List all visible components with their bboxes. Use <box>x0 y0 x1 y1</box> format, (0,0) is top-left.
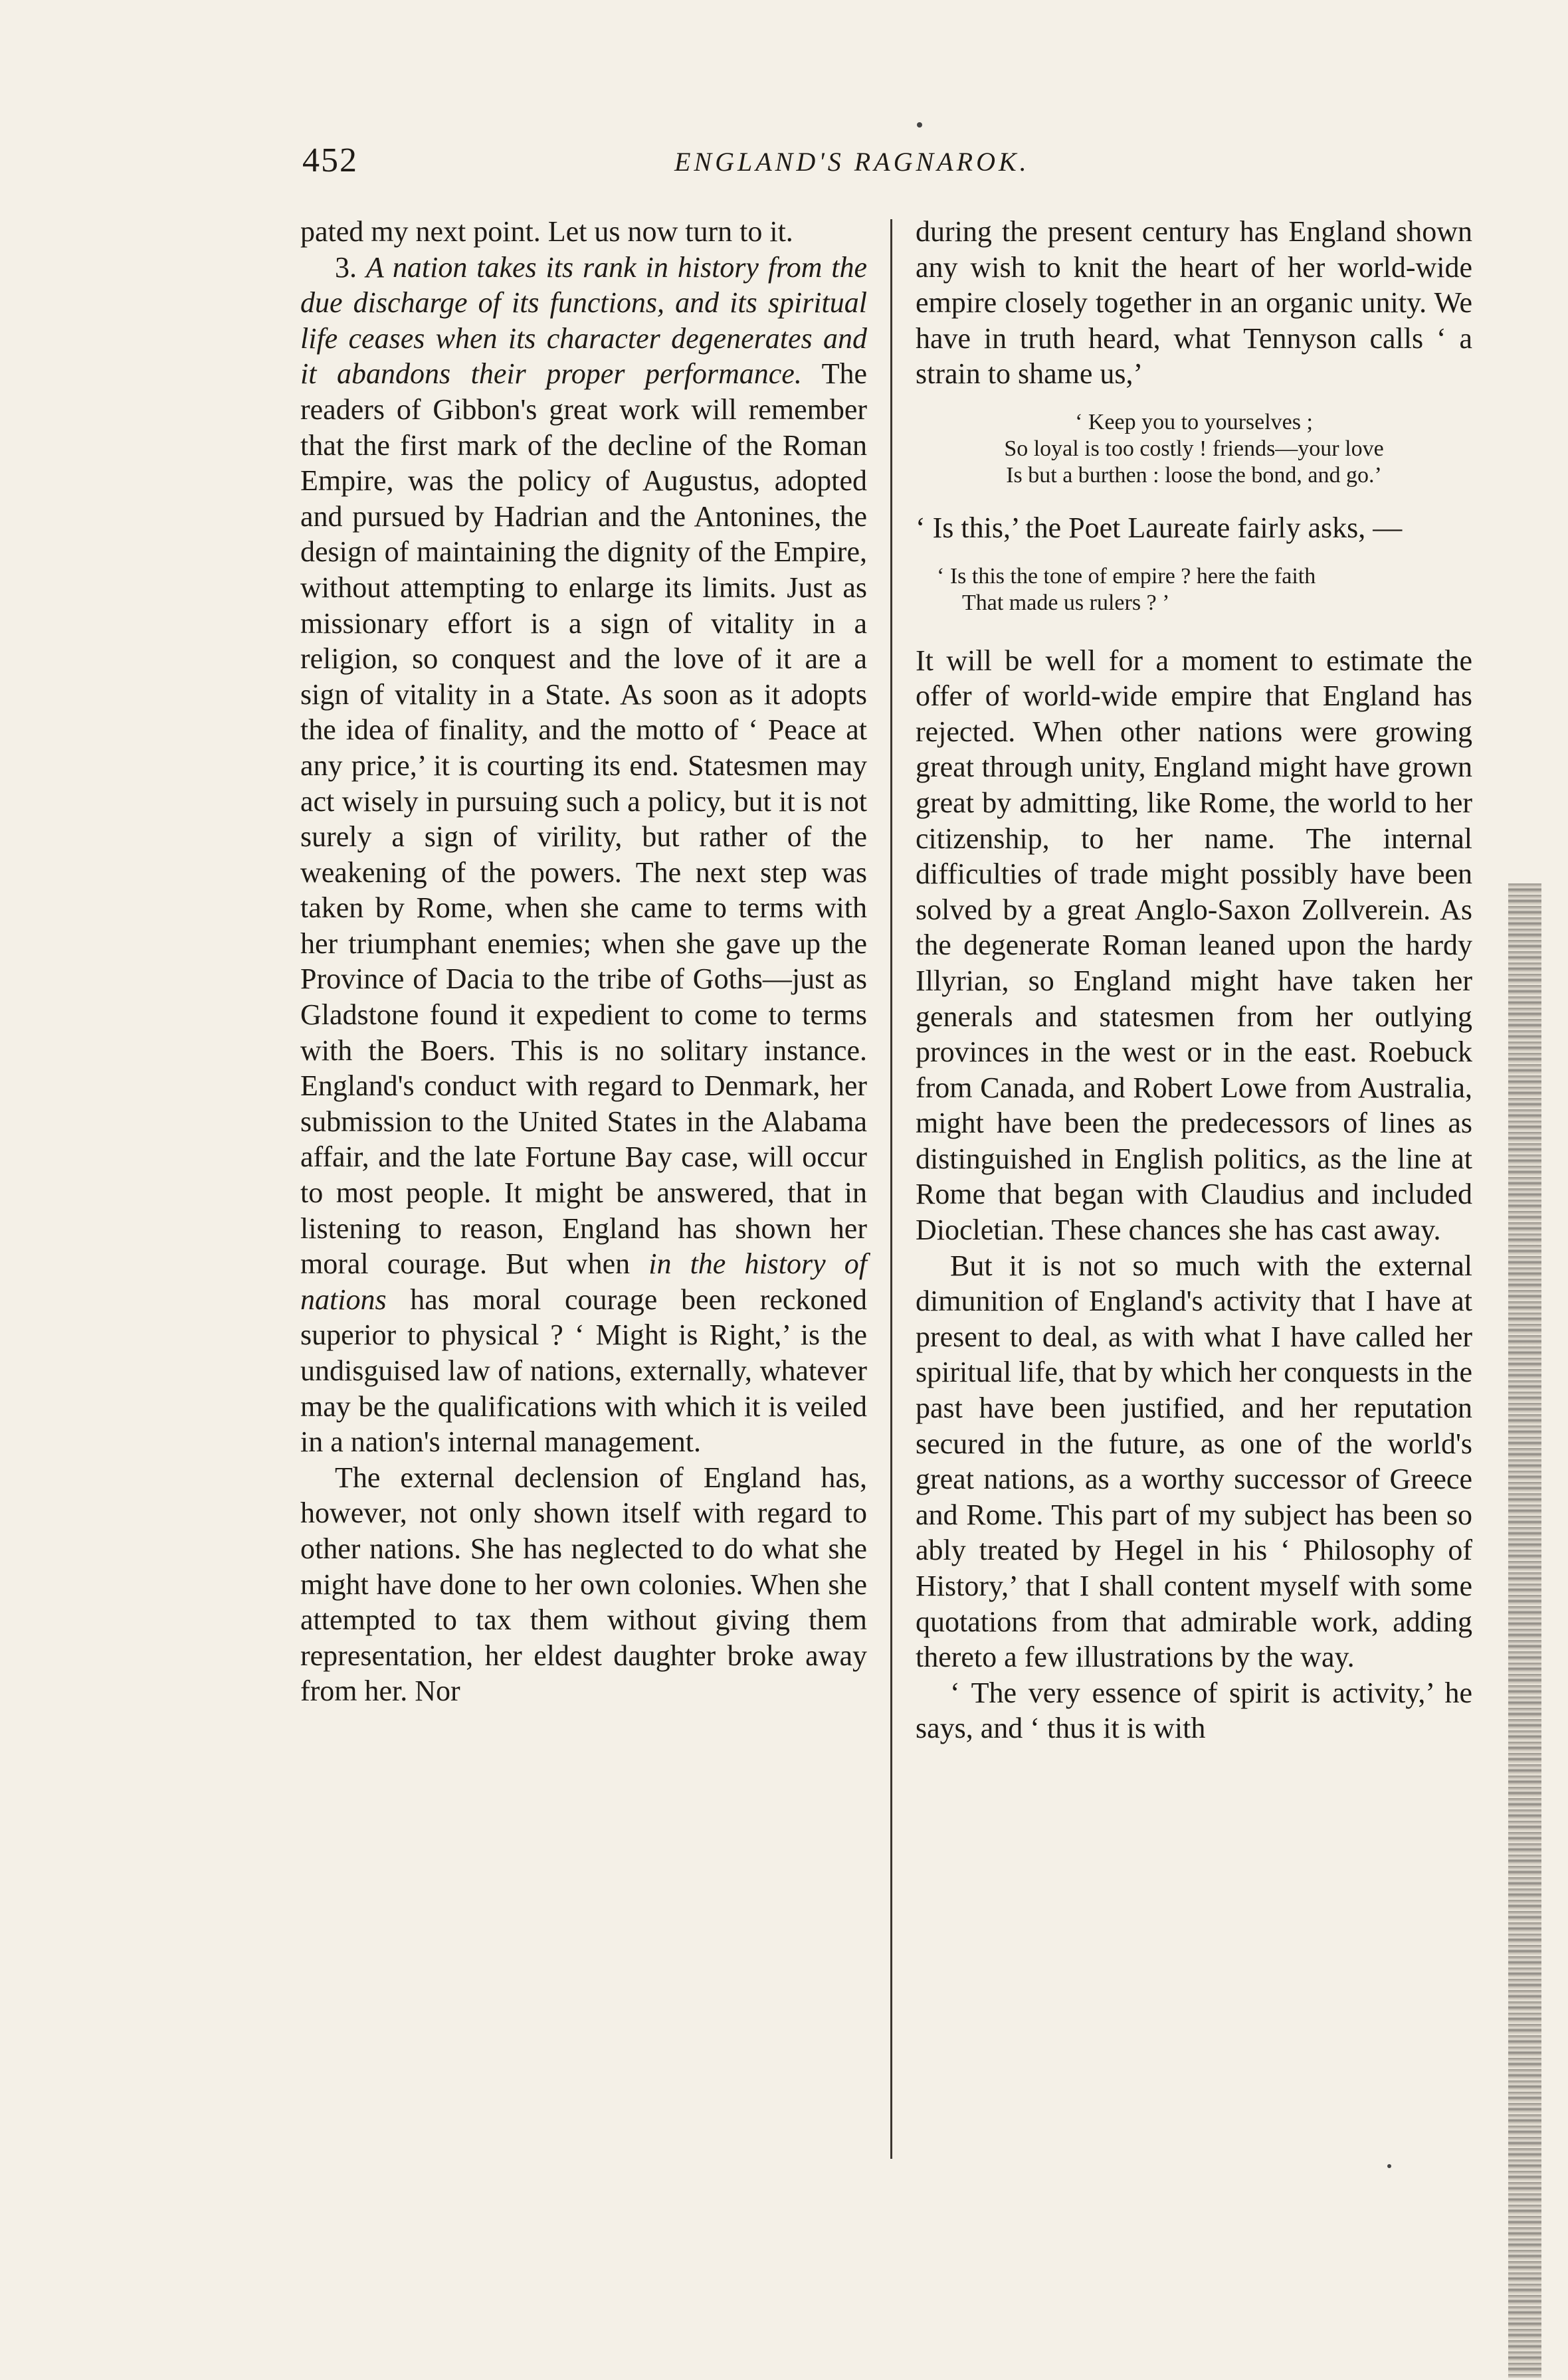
italic-phrase: in the history of nations <box>300 1247 868 1316</box>
paragraph: But it is not so much with the external dimunition of England's activity that I have at present to deal, as with what I have called her spiritual life, that by which her conquests in the past have been justified, and her reputation secured in the future, as one of the world's great nations, as a worthy successor of Greece and Rome. This part of my subject has been so ably treated by Hegel in his ‘ Philosophy of History,’ that I shall content myself with some quotations from that admirable work, adding thereto a few illustrations by the way. <box>916 1249 1472 1674</box>
scan-speck <box>917 122 922 128</box>
paragraph: ‘ The very essence of spirit is activity,’ he says, and ‘ thus it is with <box>916 1676 1472 1745</box>
paragraph <box>300 250 867 1460</box>
page-number: 452 <box>302 141 358 179</box>
section-number: 3. <box>335 250 357 284</box>
paragraph: It will be well for a moment to estimate the offer of world-wide empire that England has rejected. When other nations were growing great through unity, England might have grown great by admitting, like Rome, the world to her citizenship, to her name. The internal difficulties of trade might possibly have been solved by a great Anglo-Saxon Zollverein. As the degenerate Roman leaned upon the hardy Illyrian, so England might have taken her generals and statesmen from her outlying provinces in the west or in the east. Roebuck from Canada, and Robert Lowe from Australia, might have been the predecessors of lines as distinguished in English politics, as the line at Rome that began with Claudius and included Diocletian. These chances she has cast away. <box>916 644 1472 1247</box>
column-divider <box>890 219 892 2159</box>
verse-line: ‘ Keep you to yourselves ; <box>1075 409 1313 434</box>
verse-line: That made us rulers ? ’ <box>962 590 1170 615</box>
right-column <box>916 214 1472 1746</box>
paragraph: during the present century has England shown any wish to knit the heart of her world-wide empire closely together in an organic unity. We have in truth heard, what Tennyson calls ‘ a strain to shame us,’ <box>916 215 1472 391</box>
paragraph-text: The readers of Gibbon's great work will remember that the first mark of the decline of the Roman Empire, was the policy of Augustus, adopted and pursued by Hadrian and the Antonines, the design of maintaining the dignity of the Empire, without attempting to enlarge its limits. Just as missionary effort is a sign of vitality in a religion, so conquest and the love of it are a sign of vitality in a State. As soon as it adopts the idea of finality, and the motto of ‘ Peace at any price,’ it is courting its end. Statesmen may act wisely in pursuing such a policy, but it is not surely a sign of virility, but rather of the weakening of the powers. The next step was taken by Rome, when she came to terms with her triumphant enemies; when she gave up the Province of Dacia to the tribe of Goths—just as Gladstone found it expedient to come to terms with the Boers. This is no solitary instance. England's conduct with regard to Denmark, her submission to the United States in the Alabama affair, and the late Fortune Bay case, will occur to most people. It might be answered, that in listening to reason, England has shown her moral courage. But when <box>300 357 867 1281</box>
paragraph: The external declension of England has, however, not only shown itself with regard to other nations. She has neglected to do what she might have done to her own colonies. When she attempted to tax them without giving them representation, her eldest daughter broke away from her. Nor <box>300 1461 867 1708</box>
verse-line: ‘ Is this the tone of empire ? here the faith <box>937 563 1316 589</box>
paragraph-text: has moral courage been reckoned superior to physical ? ‘ Might is Right,’ is the undisguised law of nations, externally, whatever may be the qualifications with which it is veiled in a nation's internal management. <box>300 1283 867 1459</box>
running-title: ENGLAND'S RAGNAROK. <box>674 147 1030 177</box>
verse-line: So loyal is too costly ! friends—your love <box>1004 436 1384 461</box>
scan-speck <box>1387 2164 1391 2168</box>
paragraph: ‘ Is this,’ the Poet Laureate fairly asks, — <box>916 511 1403 544</box>
italic-thesis: A nation takes its rank in history from the due discharge of its functions, and its spiritual life ceases when its character degenerates and it abandons their proper performance. <box>300 250 867 391</box>
verse-line: Is but a burthen : loose the bond, and go.’ <box>1006 462 1382 488</box>
page-header <box>302 141 1498 187</box>
paragraph: pated my next point. Let us now turn to it. <box>300 215 793 248</box>
scanned-page-edge <box>1508 883 1541 2378</box>
left-column <box>300 214 867 1709</box>
verse-quote <box>916 563 1472 616</box>
verse-quote <box>916 409 1472 489</box>
